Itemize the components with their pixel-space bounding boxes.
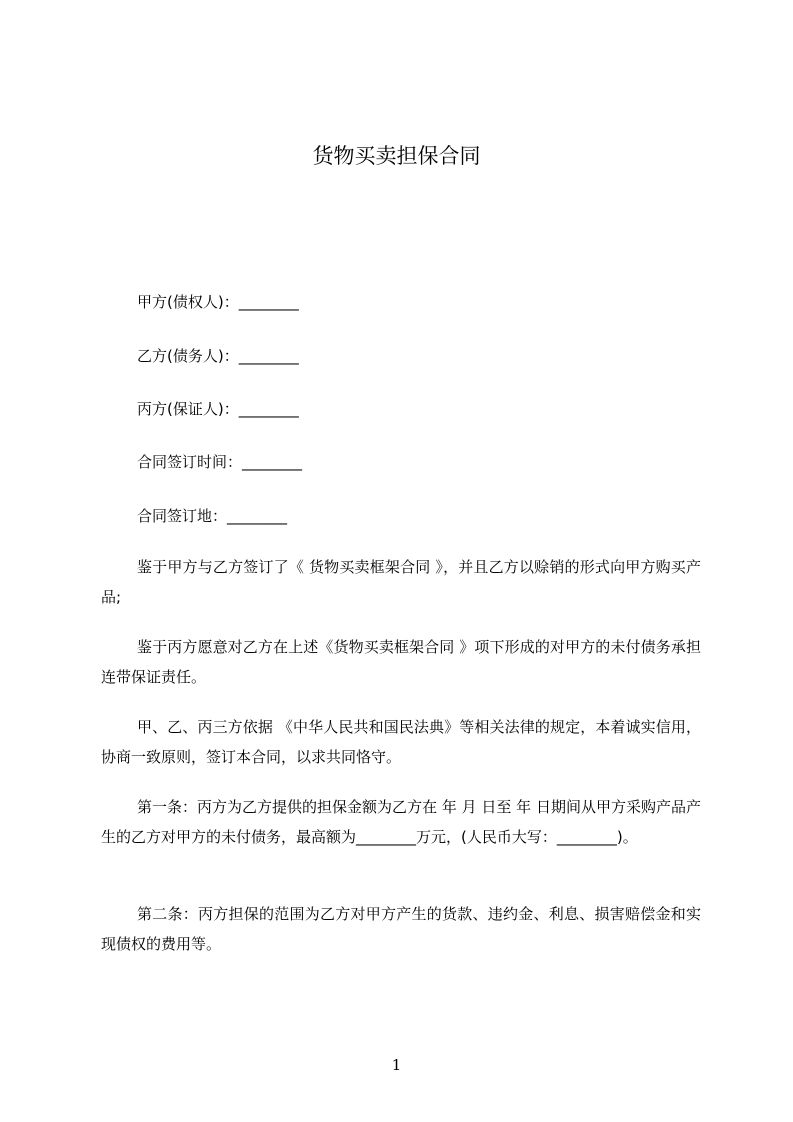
recital-paragraph-2: 鉴于丙方愿意对乙方在上述《货物买卖框架合同 》项下形成的对甲方的未付债务承担连带保证责任。	[101, 638, 701, 686]
page-number: 1	[391, 1056, 402, 1074]
signing-date-field: 合同签订时间：________	[137, 453, 303, 471]
article-1-paragraph: 第一条：丙方为乙方提供的担保金额为乙方在 年 月 日至 年 日期间从甲方采购产品产生的乙方对甲方的未付债务，最高额为________万元，(人民币大写：________)。	[101, 798, 701, 846]
party-c-field: 丙方(保证人)：________	[137, 400, 299, 418]
document-title: 货物买卖担保合同	[312, 144, 481, 168]
recital-paragraph-1: 鉴于甲方与乙方签订了《 货物买卖框架合同 》，并且乙方以赊销的形式向甲方购买产品;	[101, 558, 701, 606]
party-a-field: 甲方(债权人)：________	[137, 293, 299, 311]
party-b-field: 乙方(债务人)：________	[137, 347, 299, 365]
signing-place-field: 合同签订地：________	[137, 507, 288, 525]
recital-paragraph-3: 甲、乙、丙三方依据 《中华人民共和国民法典》等相关法律的规定，本着诚实信用，协商一致原则，签订本合同，以求共同恪守。	[101, 718, 701, 766]
article-2-paragraph: 第二条：丙方担保的范围为乙方对甲方产生的货款、违约金、利息、损害赔偿金和实现债权的费用等。	[101, 905, 701, 953]
